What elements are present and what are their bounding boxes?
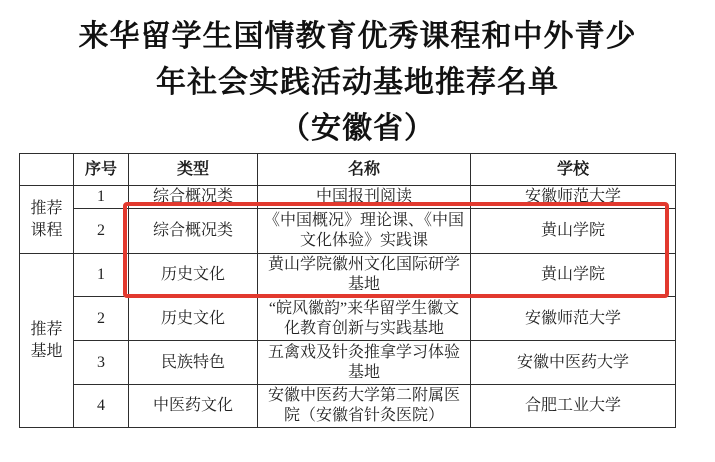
cell-school: 黄山学院	[471, 254, 676, 297]
cell-school: 安徽中医药大学	[471, 341, 676, 385]
table-row	[20, 254, 676, 297]
table-row	[20, 186, 676, 209]
cell-name: 五禽戏及针灸推拿学习体验基地	[258, 341, 471, 385]
document-title	[0, 14, 715, 152]
cell-name: 中国报刊阅读	[258, 186, 471, 209]
table-row	[20, 341, 676, 385]
group-label-courses: 推荐课程	[30, 199, 63, 239]
header-name: 名称	[258, 154, 471, 186]
title-line-1: 来华留学生国情教育优秀课程和中外青少	[78, 20, 637, 53]
header-group	[20, 154, 74, 186]
recommendation-table	[19, 153, 676, 428]
cell-name: “皖风徽韵”来华留学生徽文化教育创新与实践基地	[258, 297, 471, 341]
cell-index: 4	[74, 385, 129, 428]
group-cell-bases	[20, 254, 74, 428]
table-row	[20, 385, 676, 428]
cell-index: 2	[74, 297, 129, 341]
table-row	[20, 209, 676, 254]
header-school: 学校	[471, 154, 676, 186]
cell-type: 综合概况类	[129, 186, 258, 209]
cell-index: 3	[74, 341, 129, 385]
cell-name: 黄山学院徽州文化国际研学基地	[258, 254, 471, 297]
cell-school: 安徽师范大学	[471, 186, 676, 209]
cell-name: 《中国概况》理论课、《中国文化体验》实践课	[258, 209, 471, 254]
cell-school: 黄山学院	[471, 209, 676, 254]
group-label-bases: 推荐基地	[30, 320, 63, 360]
cell-index: 1	[74, 186, 129, 209]
cell-index: 2	[74, 209, 129, 254]
cell-type: 历史文化	[129, 254, 258, 297]
cell-school: 合肥工业大学	[471, 385, 676, 428]
header-type: 类型	[129, 154, 258, 186]
cell-type: 综合概况类	[129, 209, 258, 254]
cell-type: 历史文化	[129, 297, 258, 341]
group-cell-courses	[20, 186, 74, 254]
cell-school: 安徽师范大学	[471, 297, 676, 341]
cell-index: 1	[74, 254, 129, 297]
header-index: 序号	[74, 154, 129, 186]
table-header-row	[20, 154, 676, 186]
table-row	[20, 297, 676, 341]
title-line-3: （安徽省）	[280, 112, 435, 145]
cell-type: 中医药文化	[129, 385, 258, 428]
cell-name: 安徽中医药大学第二附属医院（安徽省针灸医院）	[258, 385, 471, 428]
cell-type: 民族特色	[129, 341, 258, 385]
title-line-2: 年社会实践活动基地推荐名单	[156, 66, 559, 99]
